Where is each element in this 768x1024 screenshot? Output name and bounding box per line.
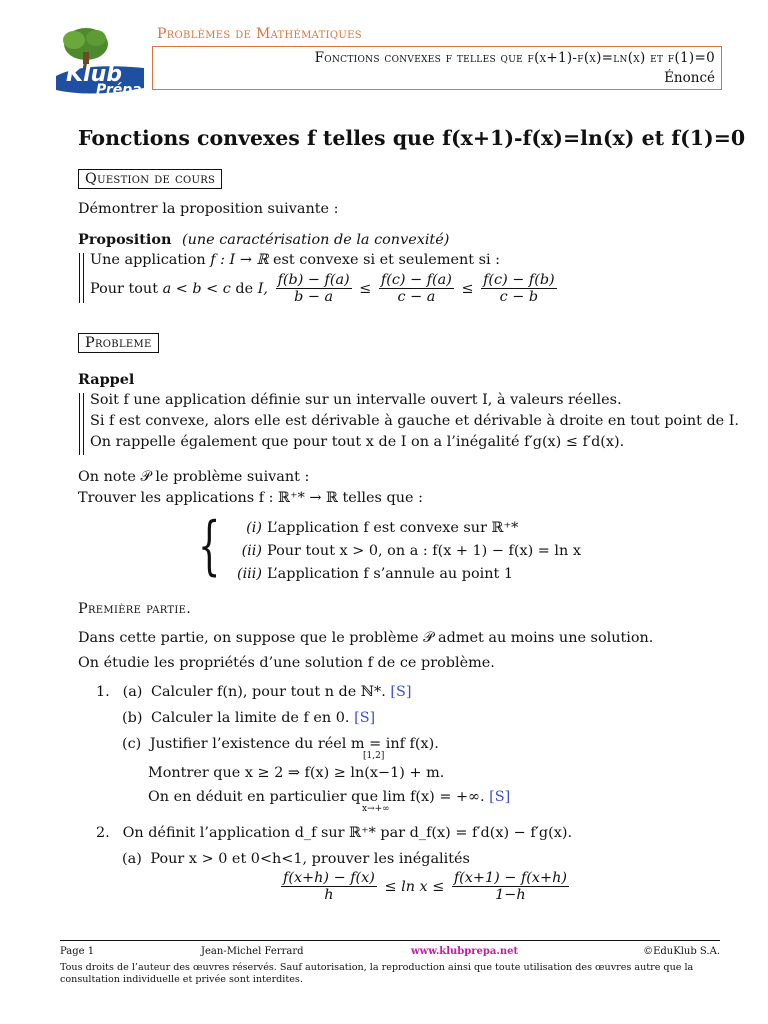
math: a < b < c <box>162 281 231 297</box>
leq-symbol: ≤ <box>359 281 372 297</box>
text: est convexe si et seulement si : <box>268 252 501 268</box>
footer-rule <box>60 940 720 941</box>
solution-link[interactable]: [S] <box>354 710 376 726</box>
proposition-title <box>78 231 449 248</box>
rappel-line-3: On rappelle également que pour tout x de I on a l’inégalité f′g(x) ≤ f′d(x). <box>90 434 625 450</box>
section-heading: Probleme <box>78 333 159 353</box>
inequality <box>278 870 572 904</box>
proposition-line-1 <box>90 252 500 268</box>
rappel-line-2: Si f est convexe, alors elle est dérivable à gauche et dérivable à droite en tout point de I. <box>90 413 740 429</box>
footer-author: Jean-Michel Ferrard <box>201 946 304 957</box>
denominator: c − b <box>499 289 539 305</box>
proposition-label: Proposition <box>78 231 172 248</box>
question-2 <box>96 825 572 841</box>
system-row-ii <box>222 543 581 559</box>
row-number: (iii) <box>236 566 262 582</box>
rappel-line-1: Soit f une application définie sur un intervalle ouvert I, à valeurs réelles. <box>90 392 622 408</box>
denominator: h <box>324 887 334 903</box>
find-line: Trouver les applications f : ℝ⁺* → ℝ telles que : <box>78 490 423 506</box>
logo-word-klub: Klub <box>66 62 122 87</box>
section-probleme <box>78 335 159 351</box>
system-row-i <box>222 520 518 536</box>
proposition-bar <box>79 253 84 303</box>
subquestion-text: Pour x > 0 et 0<h<1, prouver les inégalités <box>150 851 470 867</box>
solution-link[interactable]: [S] <box>390 684 412 700</box>
footer-site-link[interactable]: www.klubprepa.net <box>411 946 519 957</box>
question-1c <box>122 736 439 752</box>
fraction-1 <box>276 272 352 306</box>
partie1-p1: Dans cette partie, on suppose que le problème 𝒫 admet au moins une solution. <box>78 630 654 646</box>
system-row-iii <box>222 566 513 582</box>
question-1a <box>96 684 411 700</box>
section-heading: Question de cours <box>78 169 222 189</box>
rappel-bar <box>79 393 84 455</box>
subquestion-label: (b) <box>122 710 143 726</box>
question-1c-line-3 <box>148 789 510 805</box>
klubprepa-logo <box>52 24 148 104</box>
numerator: f(c) − f(a) <box>380 272 452 288</box>
numerator: f(b) − f(a) <box>277 272 350 288</box>
subquestion-text: Calculer la limite de f en 0. <box>151 710 350 726</box>
denominator: b − a <box>294 289 334 305</box>
leq-symbol: ≤ <box>461 281 474 297</box>
row-text: L’application f s’annule au point 1 <box>267 566 514 582</box>
question-number: 1. <box>96 684 110 700</box>
subquestion-label: (a) <box>122 851 142 867</box>
section-question-cours <box>78 171 222 187</box>
lim-subscript: x→+∞ <box>362 804 390 814</box>
subquestion-label: (a) <box>122 684 143 700</box>
footer-copyright: ©EduKlub S.A. <box>643 946 720 957</box>
numerator: f(x+h) − f(x) <box>283 870 375 886</box>
footer-notice: Tous droits de l’auteur des œuvres réservés. Sauf autorisation, la reproduction ainsi que toute utilisation des œuvres autre que la consultation individuelle et privée sont interdites. <box>60 962 694 985</box>
rappel-label: Rappel <box>78 371 135 388</box>
footer-page: Page 1 <box>60 946 95 957</box>
math: f : I → ℝ <box>210 252 269 268</box>
question-1c-line-2: Montrer que x ≥ 2 ⇒ f(x) ≥ ln(x−1) + m. <box>148 765 445 781</box>
fraction-2 <box>379 272 454 306</box>
solution-link[interactable]: [S] <box>489 789 511 805</box>
proposition-line-2 <box>90 272 560 306</box>
ineq-fraction-2 <box>452 870 569 904</box>
logo-word-prepa: Prépa <box>96 82 142 98</box>
math: I, <box>257 281 268 297</box>
partie1-p2: On étudie les propriétés d’une solution f de ce problème. <box>78 655 495 671</box>
subquestion-label: (c) <box>122 736 142 752</box>
question-1b <box>122 710 375 726</box>
system-brace: { <box>198 509 221 583</box>
inf-subscript: [1,2] <box>363 751 385 761</box>
question-number: 2. <box>96 825 110 841</box>
header-doc-title: Fonctions convexes f telles que f(x+1)-f(x)=ln(x) et f(1)=0 <box>314 50 715 66</box>
text: de <box>230 281 258 297</box>
header-box <box>152 46 722 90</box>
denominator: 1−h <box>495 887 526 903</box>
row-text: L’application f est convexe sur ℝ⁺* <box>267 520 519 536</box>
text: Pour tout <box>90 281 163 297</box>
page-title: Fonctions convexes f telles que f(x+1)-f(x)=ln(x) et f(1)=0 <box>78 126 746 150</box>
text: Une application <box>90 252 211 268</box>
note-line: On note 𝒫 le problème suivant : <box>78 469 310 485</box>
subquestion-text: On en déduit en particulier que lim f(x) = +∞. <box>148 789 485 805</box>
subquestion-text: Justifier l’existence du réel m = inf f(x). <box>149 736 439 752</box>
numerator: f(x+1) − f(x+h) <box>453 870 567 886</box>
fraction-3 <box>481 272 557 306</box>
row-text: Pour tout x > 0, on a : f(x + 1) − f(x) = ln x <box>267 543 581 559</box>
row-number: (ii) <box>241 543 262 559</box>
question-text: On définit l’application d_f sur ℝ⁺* par d_f(x) = f′d(x) − f′g(x). <box>122 825 573 841</box>
denominator: c − a <box>397 289 436 305</box>
question-2a <box>122 851 470 867</box>
row-number: (i) <box>246 520 262 536</box>
cours-intro: Démontrer la proposition suivante : <box>78 201 339 217</box>
partie1-heading: Première partie. <box>78 601 192 617</box>
series-title: Problèmes de Mathématiques <box>157 26 362 42</box>
ineq-middle: ≤ ln x ≤ <box>384 879 445 895</box>
proposition-subtitle: (une caractérisation de la convexité) <box>181 232 450 248</box>
numerator: f(c) − f(b) <box>483 272 555 288</box>
header-section: Énoncé <box>664 70 715 86</box>
subquestion-text: Calculer f(n), pour tout n de ℕ*. <box>150 684 386 700</box>
ineq-fraction-1 <box>281 870 377 904</box>
